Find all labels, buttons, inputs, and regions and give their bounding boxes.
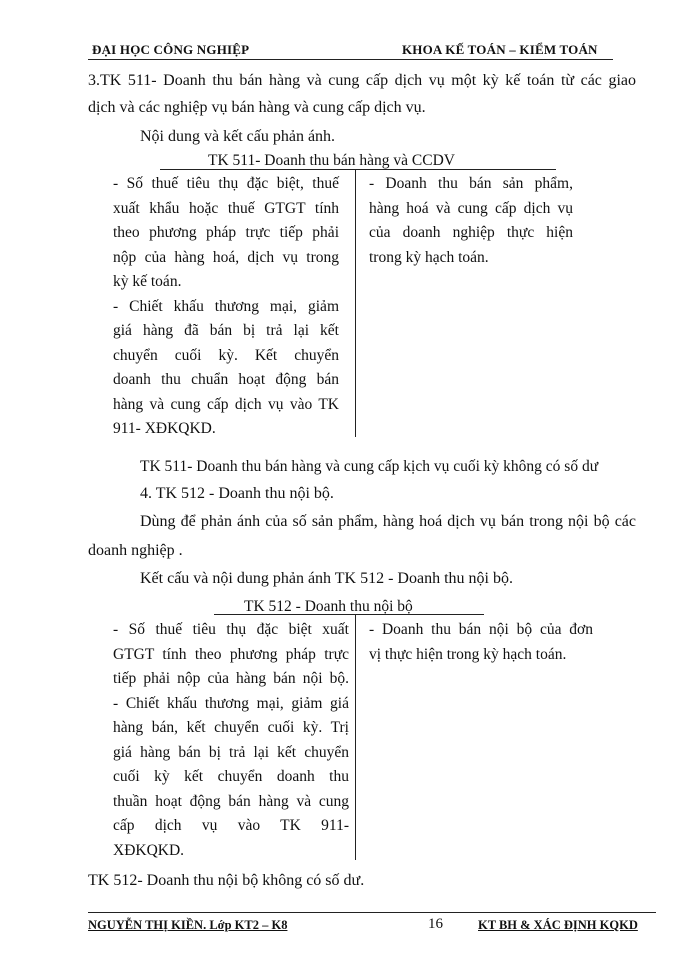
table2-left-line: cuối kỳ kết chuyển doanh thu bbox=[113, 768, 349, 785]
table1-left-line: nộp của hàng hoá, dịch vụ trong bbox=[113, 248, 339, 266]
table2-balance-note: TK 512- Doanh thu nội bộ không có số dư. bbox=[88, 872, 365, 889]
table2-right-line: - Doanh thu bán nội bộ của đơn bbox=[369, 621, 593, 638]
table1-left-line: kỳ kế toán. bbox=[113, 273, 182, 290]
table1-left-line: chuyển cuối kỳ. Kết chuyển bbox=[113, 346, 339, 364]
section3-line2: dịch và các nghiệp vụ bán hàng và cung cấp dịch vụ. bbox=[88, 99, 426, 116]
table1-divider bbox=[355, 169, 356, 437]
table1-left-line: giá hàng đã bán bị trả lại kết bbox=[113, 322, 339, 339]
table2-left-line: cấp dịch vụ vào TK 911- bbox=[113, 817, 349, 834]
table1-left-line: hàng và cung cấp dịch vụ vào TK bbox=[113, 395, 339, 413]
table2-divider bbox=[355, 614, 356, 860]
table1-debit-column bbox=[113, 172, 339, 442]
table2-right-line: vị thực hiện trong kỳ hạch toán. bbox=[369, 645, 567, 663]
footer-rule bbox=[88, 912, 656, 913]
table1-credit-column bbox=[369, 172, 573, 270]
table2-debit-column bbox=[113, 618, 349, 863]
table1-left-line: doanh thu chuẩn hoạt động bán bbox=[113, 371, 339, 388]
table2-left-line: XĐKQKD. bbox=[113, 841, 185, 859]
header-rule bbox=[88, 59, 613, 60]
footer-topic: KT BH & XÁC ĐỊNH KQKD bbox=[478, 918, 638, 932]
table1-right-line: - Doanh thu bán sản phẩm, bbox=[369, 175, 573, 192]
table1-title: TK 511- Doanh thu bán hàng và CCDV bbox=[208, 152, 455, 169]
section3-line1: 3.TK 511- Doanh thu bán hàng và cung cấp dịch vụ một kỳ kế toán từ các giao bbox=[88, 72, 636, 89]
table1-left-line: xuất khẩu hoặc thuế GTGT tính bbox=[113, 199, 339, 217]
table2-left-line: - Chiết khấu thương mại, giảm giá bbox=[113, 694, 349, 712]
section4-line1: Dùng để phản ánh của số sản phẩm, hàng hoá dịch vụ bán trong nội bộ các bbox=[140, 513, 636, 530]
table2-left-line: - Số thuế tiêu thụ đặc biệt xuất bbox=[113, 621, 349, 638]
table1-left-line: - Chiết khấu thương mại, giảm bbox=[113, 297, 339, 315]
table1-right-line: hàng hoá và cung cấp dịch vụ bbox=[369, 199, 573, 217]
table1-top-rule bbox=[160, 169, 556, 170]
page-number: 16 bbox=[428, 916, 443, 932]
table1-balance-note: TK 511- Doanh thu bán hàng và cung cấp kịch vụ cuối kỳ không có số dư bbox=[140, 458, 599, 475]
table2-top-rule bbox=[214, 614, 484, 615]
section4-heading: 4. TK 512 - Doanh thu nội bộ. bbox=[140, 485, 334, 502]
header-right: KHOA KẾ TOÁN – KIỂM TOÁN bbox=[402, 42, 598, 57]
table1-right-line: của doanh nghiệp thực hiện bbox=[369, 224, 573, 241]
table2-left-line: hàng bán, kết chuyển cuối kỳ. Trị bbox=[113, 719, 349, 736]
table1-right-line: trong kỳ hạch toán. bbox=[369, 248, 489, 266]
table2-title: TK 512 - Doanh thu nội bộ bbox=[244, 598, 413, 615]
section4-line2: doanh nghiệp . bbox=[88, 542, 183, 559]
section4-intro: Kết cấu và nội dung phản ánh TK 512 - Doanh thu nội bộ. bbox=[140, 570, 513, 587]
table1-left-line: 911- XĐKQKD. bbox=[113, 420, 216, 437]
table1-left-line: - Số thuế tiêu thụ đặc biệt, thuế bbox=[113, 175, 339, 192]
table2-credit-column bbox=[369, 618, 593, 667]
table2-left-line: giá hàng bán bị trả lại kết chuyển bbox=[113, 743, 349, 761]
table2-left-line: GTGT tính theo phương pháp trực bbox=[113, 645, 349, 663]
table2-left-line: tiếp phải nộp của hàng bán nội bộ. bbox=[113, 670, 349, 687]
section3-intro: Nội dung và kết cấu phản ánh. bbox=[140, 128, 336, 145]
header-left: ĐẠI HỌC CÔNG NGHIỆP bbox=[92, 42, 250, 57]
footer-author: NGUYỄN THỊ KIỀN. Lớp KT2 – K8 bbox=[88, 918, 288, 932]
table1-left-line: theo phương pháp trực tiếp phải bbox=[113, 224, 339, 241]
table2-left-line: thuần hoạt động bán hàng và cung bbox=[113, 792, 349, 810]
